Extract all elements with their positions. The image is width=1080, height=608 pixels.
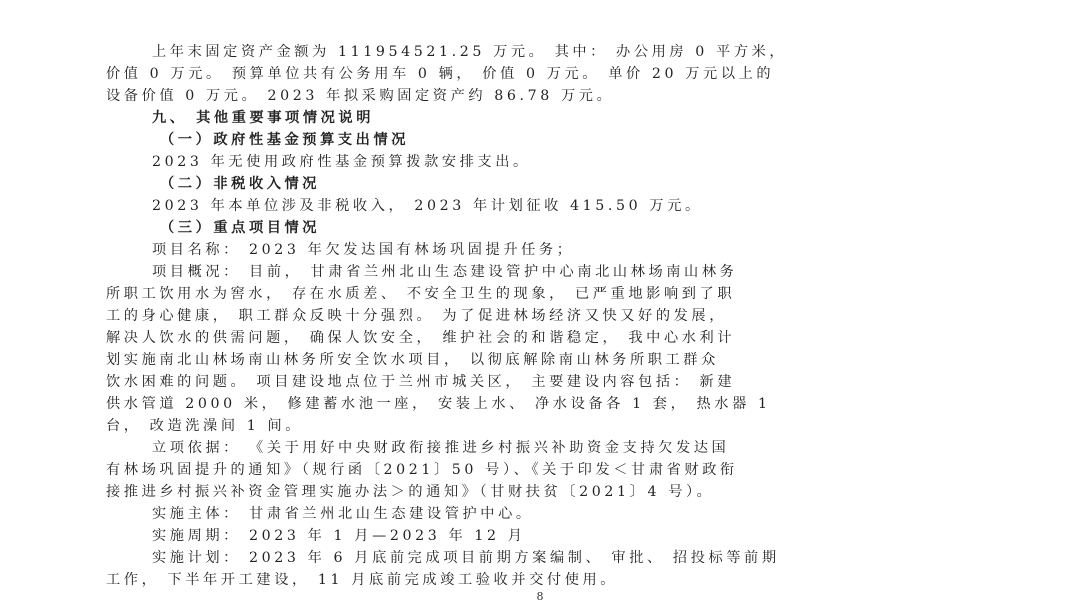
non-tax-heading: （二）非税收入情况 — [160, 176, 321, 192]
gov-fund-heading: （一）政府性基金预算支出情况 — [160, 132, 410, 148]
key-project-heading: （三）重点项目情况 — [160, 220, 321, 236]
project-overview-line-2: 所职工饮用水为窖水， 存在水质差、 不安全卫生的现象， 已严重地影响到了职 — [106, 286, 736, 302]
project-overview-line-1: 项目概况： 目前， 甘肃省兰州北山生态建设管护中心南北山林场南山林务 — [152, 264, 738, 280]
gov-fund-text: 2023 年无使用政府性基金预算拨款安排支出。 — [152, 154, 531, 170]
project-overview-line-7: 供水管道 2000 米， 修建蓄水池一座， 安装上水、 净水设备各 1 套， 热水器 1 — [106, 396, 771, 412]
project-basis-line-3: 接推进乡村振兴补资金管理实施办法＞的通知》（甘财扶贫〔2021〕4 号）。 — [106, 484, 715, 500]
project-overview-line-6: 饮水困难的问题。 项目建设地点位于兰州市城关区， 主要建设内容包括： 新建 — [106, 374, 736, 390]
period: 实施周期： 2023 年 1 月—2023 年 12 月 — [152, 528, 526, 544]
project-overview-line-4: 解决人饮水的供需问题， 确保人饮安全， 维护社会的和谐稳定， 我中心水利计 — [106, 330, 736, 346]
page-number: 8 — [536, 590, 544, 603]
project-basis-line-1: 立项依据： 《关于用好中央财政衔接推进乡村振兴补助资金支持欠发达国 — [152, 440, 730, 456]
plan-line-2: 工作， 下半年开工建设， 11 月底前完成竣工验收并交付使用。 — [106, 572, 619, 588]
project-name: 项目名称： 2023 年欠发达国有林场巩固提升任务； — [152, 242, 575, 258]
non-tax-text: 2023 年本单位涉及非税收入， 2023 年计划征收 415.50 万元。 — [152, 198, 703, 214]
section-nine-heading: 九、 其他重要事项情况说明 — [152, 110, 374, 126]
assets-line-1: 上年末固定资产金额为 111954521.25 万元。 其中： 办公用房 0 平方米， — [152, 44, 788, 60]
assets-line-3: 设备价值 0 万元。 2023 年拟采购固定资产约 86.78 万元。 — [106, 88, 615, 104]
project-basis-line-2: 有林场巩固提升的通知》（规行函〔2021〕50 号）、《关于印发＜甘肃省财政衔 — [106, 462, 738, 478]
project-overview-line-3: 工的身心健康， 职工群众反映十分强烈。 为了促进林场经济又快又好的发展， — [106, 308, 727, 324]
assets-line-2: 价值 0 万元。 预算单位共有公务用车 0 辆， 价值 0 万元。 单价 20 万元以上的 — [106, 66, 775, 82]
project-overview-line-8: 台， 改造洗澡间 1 间。 — [106, 418, 304, 434]
implementer: 实施主体： 甘肃省兰州北山生态建设管护中心。 — [152, 506, 534, 522]
project-overview-line-5: 划实施南北山林场南山林务所安全饮水项目， 以彻底解除南山林务所职工群众 — [106, 352, 719, 368]
plan-line-1: 实施计划： 2023 年 6 月底前完成项目前期方案编制、 审批、 招投标等前期 — [152, 550, 780, 566]
